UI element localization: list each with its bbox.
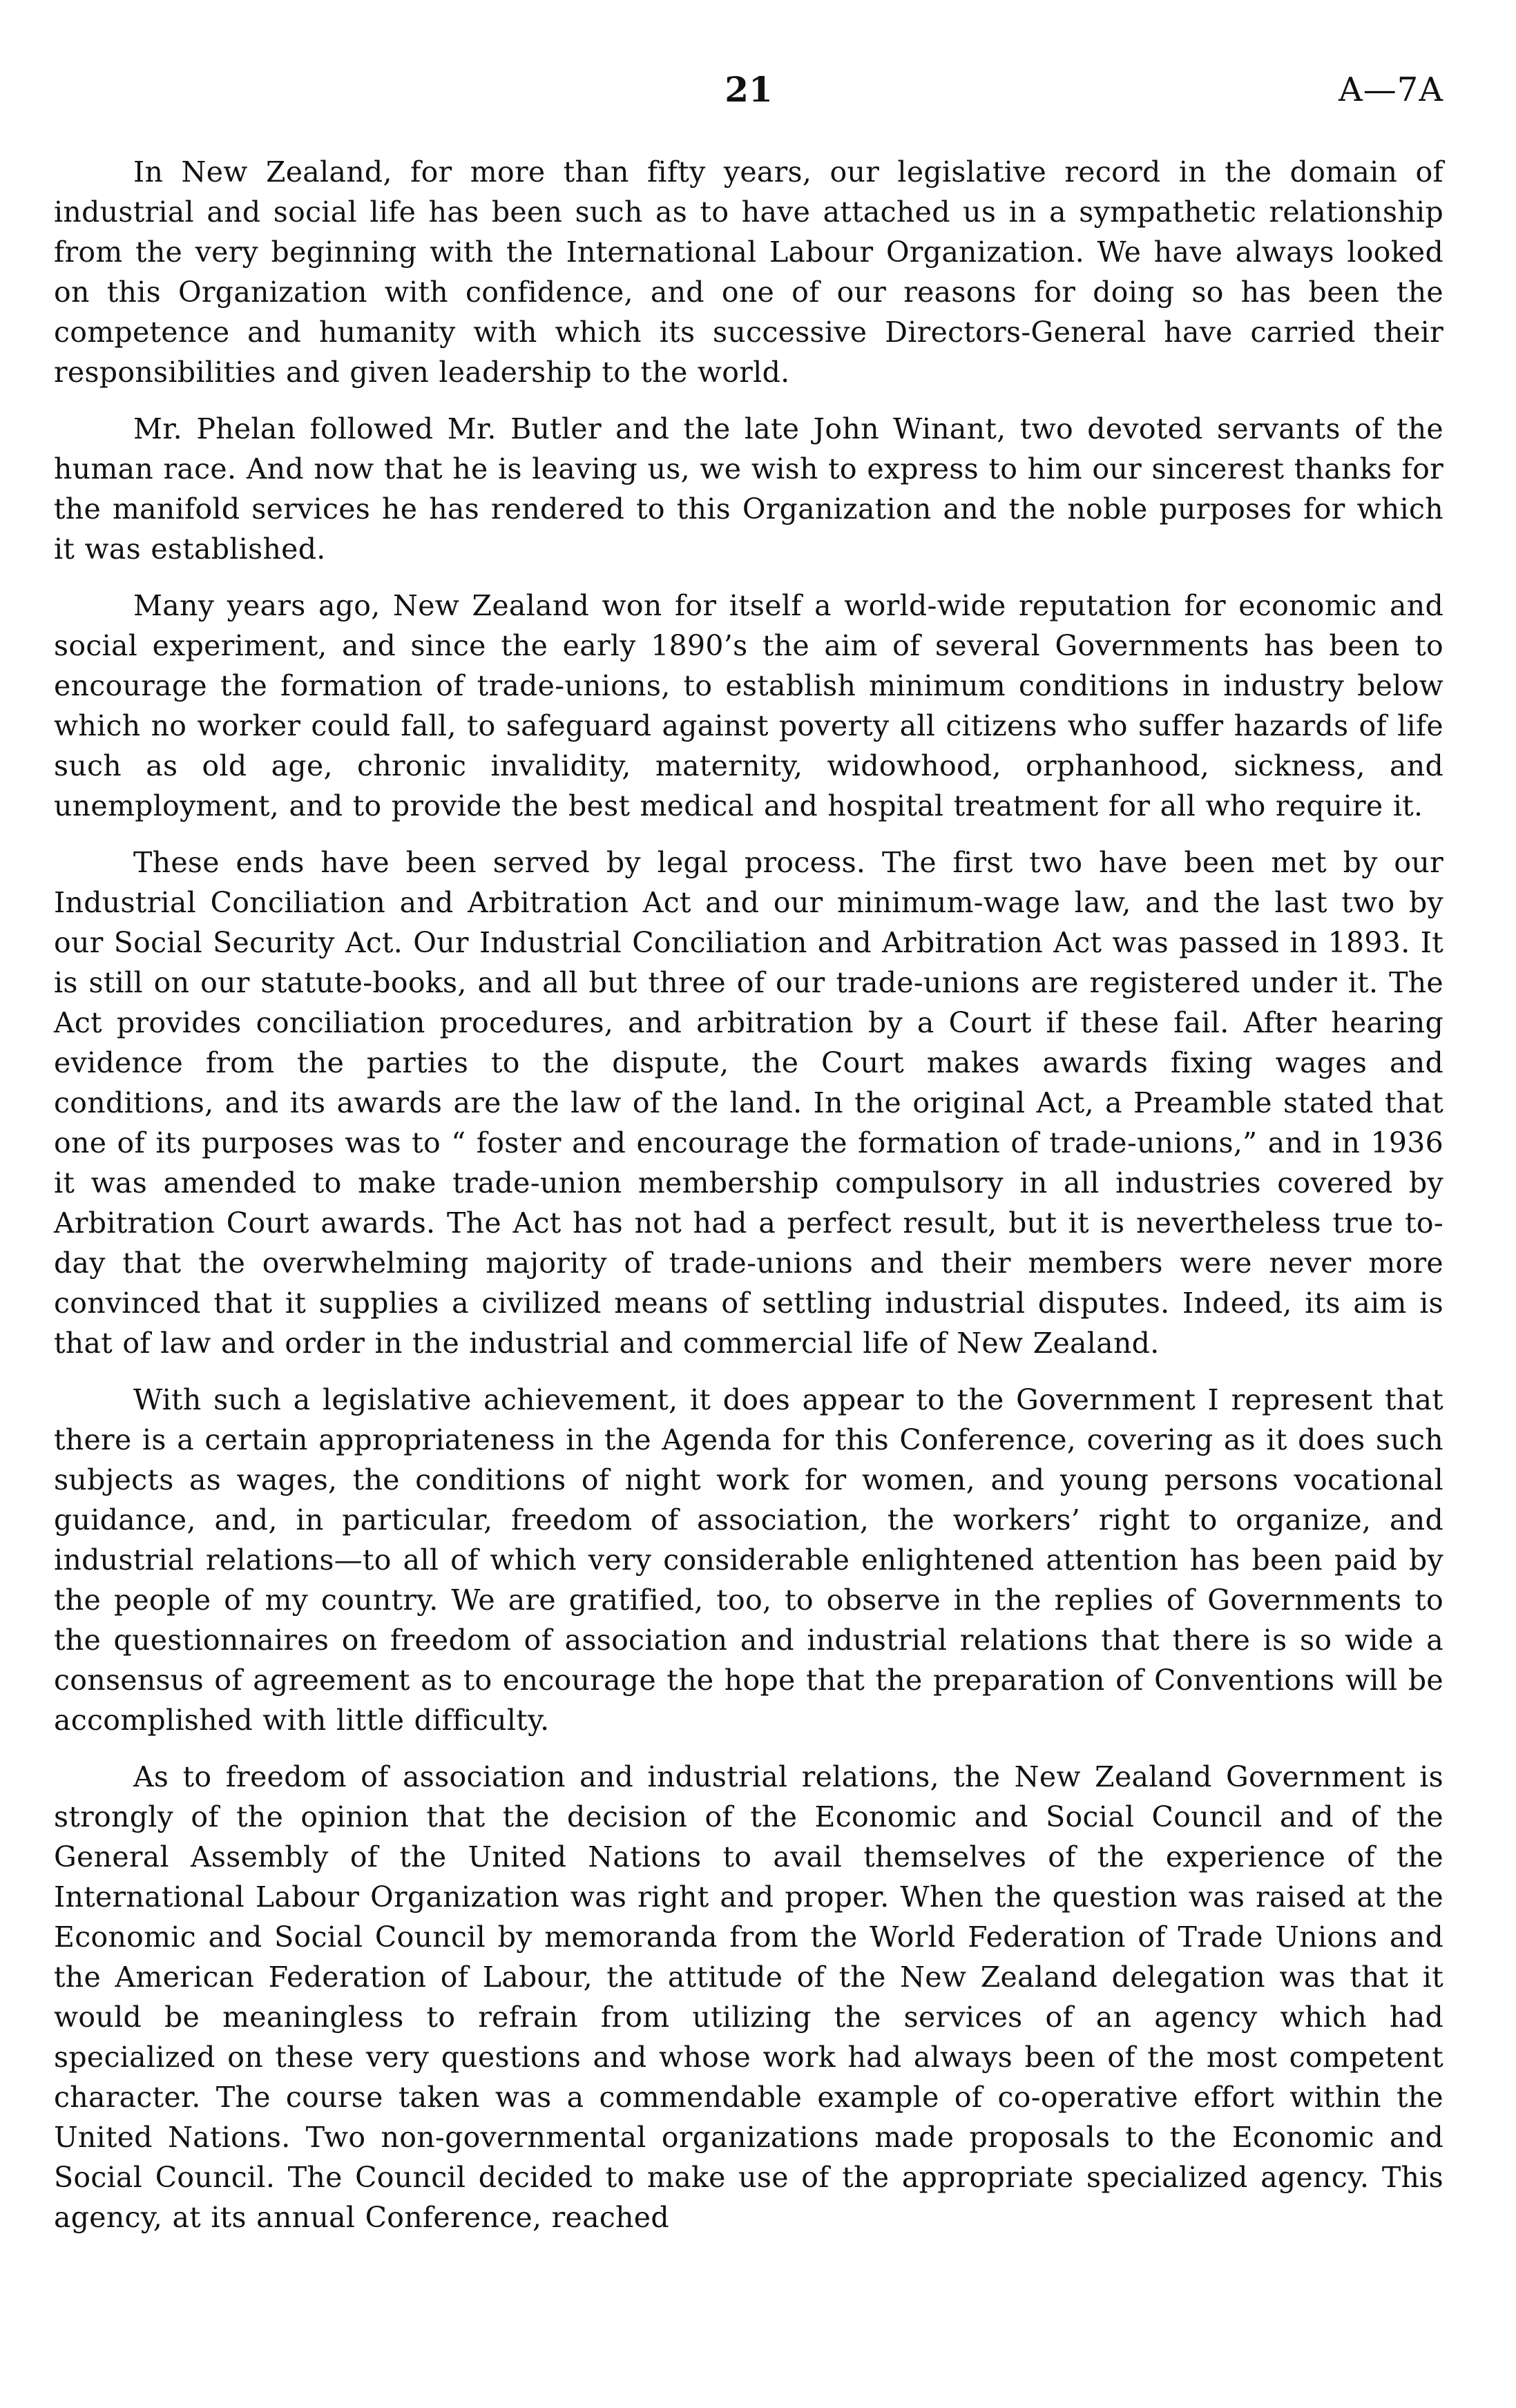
paragraph: As to freedom of association and industrial relations, the New Zealand Government is strongly of the opinion that the decision of the Economic and Social Council and of the General Assembly of the United Nations to avail themselves of the experience of the International Labour Organization was right and proper. When the question was raised at the Economic and Social Council by memoranda from the World Federation of Trade Unions and the American Federation of Labour, the attitude of the New Zealand delegation was that it would be meaningless to refrain from utilizing the services of an agency which had specialized on these very questions and whose work had always been of the most competent character. The course taken was a commendable example of co-operative effort within the United Nations. Two non-governmental organizations made proposals to the Economic and Social Council. The Council decided to make use of the appropriate specialized agency. This agency, at its annual Conference, reached [54, 1760, 1443, 2234]
document-reference: A—7A [1339, 70, 1443, 109]
paragraph: Mr. Phelan followed Mr. Butler and the late John Winant, two devoted servants of the human race. And now that he is leaving us, we wish to express to him our sincerest thanks for the manifold services he has rendered to this Organization and the noble purposes for which it was established. [54, 412, 1443, 566]
page-header [54, 66, 1443, 114]
paragraph: In New Zealand, for more than fifty years, our legislative record in the domain of industrial and social life has been such as to have attached us in a sympathetic relationship from the very beginning with the International Labour Organization. We have always looked on this Organization with confidence, and one of our reasons for doing so has been the competence and humanity with which its successive Directors-General have carried their responsibilities and given leadership to the world. [54, 155, 1443, 389]
page-number: 21 [725, 69, 773, 110]
body-text [54, 152, 1443, 2254]
paragraph: Many years ago, New Zealand won for itself a world-wide reputation for economic and social experiment, and since the early 1890’s the aim of several Governments has been to encourage the formation of trade-unions, to establish minimum conditions in industry below which no worker could fall, to safeguard against poverty all citizens who suffer hazards of life such as old age, chronic invalidity, maternity, widowhood, orphanhood, sickness, and unemployment, and to provide the best medical and hospital treatment for all who require it. [54, 589, 1443, 822]
document-page [54, 0, 1443, 2408]
paragraph: With such a legislative achievement, it does appear to the Government I represent that there is a certain appropriateness in the Agenda for this Conference, covering as it does such subjects as wages, the conditions of night work for women, and young persons vocational guidance, and, in particular, freedom of association, the workers’ right to organize, and industrial relations—to all of which very considerable enlightened attention has been paid by the people of my country. We are gratified, too, to observe in the replies of Governments to the questionnaires on freedom of association and industrial relations that there is so wide a consensus of agreement as to encourage the hope that the preparation of Conventions will be accomplished with little difficulty. [54, 1383, 1443, 1737]
paragraph: These ends have been served by legal process. The first two have been met by our Industrial Conciliation and Arbitration Act and our minimum-wage law, and the last two by our Social Security Act. Our Industrial Conciliation and Arbitration Act was passed in 1893. It is still on our statute-books, and all but three of our trade-unions are registered under it. The Act provides conciliation procedures, and arbitration by a Court if these fail. After hearing evidence from the parties to the dispute, the Court makes awards fixing wages and conditions, and its awards are the law of the land. In the original Act, a Preamble stated that one of its purposes was to “ foster and encourage the formation of trade-unions,” and in 1936 it was amended to make trade-union membership compulsory in all industries covered by Arbitration Court awards. The Act has not had a perfect result, but it is nevertheless true to-day that the overwhelming majority of trade-unions and their members were never more convinced that it supplies a civilized means of settling industrial disputes. Indeed, its aim is that of law and order in the industrial and commercial life of New Zealand. [54, 846, 1443, 1360]
